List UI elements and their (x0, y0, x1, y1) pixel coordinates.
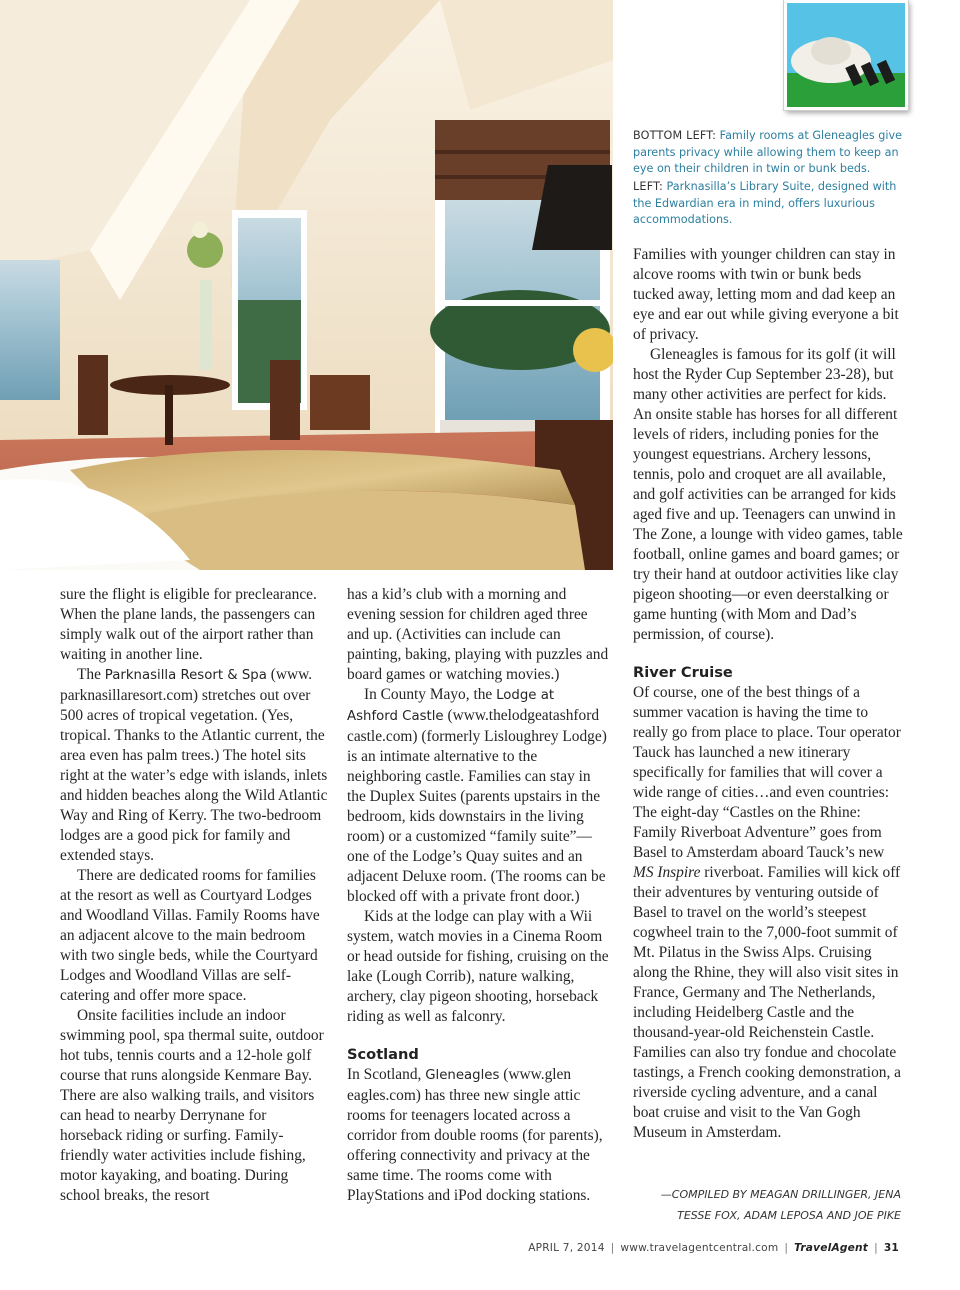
article-column-1 (60, 585, 330, 1206)
credit-line (633, 1184, 901, 1226)
article-column-3 (633, 245, 905, 1143)
paragraph (347, 685, 609, 907)
caption-left (633, 179, 913, 229)
beach-hat-illustration (787, 3, 905, 107)
caption-text: Family rooms at Gleneagles give parents privacy while allowing them to keep an eye on their children in twin or bunk beds. (633, 129, 903, 176)
paragraph (347, 1065, 609, 1206)
section-heading-river-cruise: River Cruise (633, 664, 733, 681)
page-number: 31 (883, 1242, 899, 1254)
section-heading-scotland: Scotland (347, 1046, 419, 1063)
caption-lead: BOTTOM LEFT: (633, 129, 717, 142)
divider: | (784, 1242, 789, 1254)
text-run: In County Mayo, the (364, 686, 497, 703)
venue-name: Lodge at Ashford Castle (347, 688, 555, 724)
text-run: (www.glen eagles.com) has three new single attic rooms for teenagers located across a corridor from double rooms (for parents), offering connectivity and privacy at the same time. The rooms come with PlayStations and iPod docking stations. (347, 1066, 603, 1204)
caption-bottom-left (633, 128, 913, 178)
paragraph: sure the flight is eligible for preclearance. When the plane lands, the passengers can simply walk out of the airport rather than waiting in another line. (60, 586, 317, 663)
venue-name: Gleneagles (425, 1068, 500, 1083)
issue-date: APRIL 7, 2014 (528, 1242, 605, 1254)
library-suite-photo (0, 0, 613, 570)
caption-text: Parknasilla’s Library Suite, designed with the Edwardian era in mind, offers luxurious accommodations. (633, 180, 897, 227)
credit-line-2: TESSE FOX, ADAM LEPOSA AND JOE PIKE (677, 1209, 901, 1222)
text-run: Of course, one of the best things of a summer vacation is having the time to really go from place to place. Tour operator Tauck has launched a new itinerary specifically for families that will cover a wide range of cities…and even countries: The eight-day “Castles on the Rhine: Family Riverboat Adventure” goes from Basel to Amsterdam aboard Tauck’s new (633, 684, 901, 861)
divider: | (874, 1242, 878, 1254)
paragraph: has a kid’s club with a morning and evening session for children aged three and up. (Activities can include can painting, baking, playing with puzzles and board games or watching movies.) (347, 586, 609, 683)
paragraph (60, 665, 330, 866)
library-suite-illustration (0, 0, 613, 570)
paragraph (633, 683, 905, 1143)
text-run: riverboat. Families will kick off their adventures by venturing outside of Basel to travel on the world’s steepest cogwheel train to the 7,000-foot summit of Mt. Pilatus in the Swiss Alps. Cruising along the Rhine, they will also visit sites in France, Germany and The Netherlands, including Heidelberg Castle and the thousand-year-old Reichenstein Castle. Families can also try fondue and chocolate tastings, a French cooking demonstration, a riverside cycling adventure, and a canal boat cruise and visit to the Van Gogh Museum in Amsterdam. (633, 864, 901, 1141)
paragraph: Kids at the lodge can play with a Wii system, watch movies in a Cinema Room or head outside for fishing, cruising on the lake (Lough Corrib), nature walking, archery, clay pigeon shooting, horseback riding as well as falconry. (347, 908, 609, 1025)
website-link[interactable]: www.travelagentcentral.com (620, 1242, 779, 1254)
paragraph: Families with younger children can stay in alcove rooms with twin or bunk beds tucked away, letting mom and dad keep an eye and ear out while giving everyone a bit of privacy. (633, 246, 899, 343)
article-column-2 (347, 585, 609, 1206)
text-run: The (77, 666, 105, 683)
beach-hat-photo (784, 0, 908, 110)
credit-line-1: —COMPILED BY MEAGAN DRILLINGER, JENA (660, 1188, 901, 1201)
ship-name: MS Inspire (633, 864, 701, 881)
paragraph: There are dedicated rooms for families at the resort as well as Courtyard Lodges and Woodland Villas. Family Rooms have an adjacent alcove to the main bedroom with two single beds, while the Courtyard Lodges and Woodland Villas are self-catering and offer more space. (60, 867, 320, 1004)
magazine-brand: TravelAgent (794, 1242, 869, 1254)
venue-name: Parknasilla Resort & Spa (104, 668, 267, 683)
text-run: (www.thelodgeatashford castle.com) (formerly Lisloughrey Lodge) is an intimate alternative to the neighboring castle. Families can stay in the Duplex Suites (parents upstairs in the bedroom, kids downstairs in the living room) or a customized “family suite”—one of the Lodge’s Quay suites and an adjacent Deluxe room. (The rooms can be blocked off with a private front door.) (347, 707, 607, 905)
page-footer (528, 1242, 899, 1254)
text-run: In Scotland, (347, 1066, 426, 1083)
caption-lead: LEFT: (633, 180, 663, 193)
paragraph: Onsite facilities include an indoor swimming pool, spa thermal suite, outdoor hot tubs, tennis courts and a 12-hole golf course that runs alongside Kenmare Bay. There are also walking trails, and visitors can head to nearby Derrynane for horseback riding or surfing. Family-friendly water activities include fishing, motor kayaking, and boating. During school breaks, the resort (60, 1007, 324, 1204)
divider: | (610, 1242, 615, 1254)
text-run: (www. parknasillaresort.com) stretches out over 500 acres of tropical vegetation. (Yes, tropical. Thanks to the Atlantic current, the area even has palm trees.) The hotel sits right at the water’s edge with islands, inlets and hidden beaches along the Wild Atlantic Way and Ring of Kerry. The two-bedroom lodges are a good pick for family and extended stays. (60, 666, 328, 864)
paragraph: Gleneagles is famous for its golf (it will host the Ryder Cup September 23-28), but many other activities are perfect for kids. An onsite stable has horses for all different levels of riders, including ponies for the youngest equestrians. Archery lessons, tennis, polo and croquet are all available, and golf activities can be arranged for kids aged five and up. Teenagers can unwind in The Zone, a lounge with video games, table football, online games and board games; or try their hand at outdoor activities like clay pigeon shooting—or even deerstalking or game hunting (with Mom and Dad’s permission, of course). (633, 346, 903, 643)
